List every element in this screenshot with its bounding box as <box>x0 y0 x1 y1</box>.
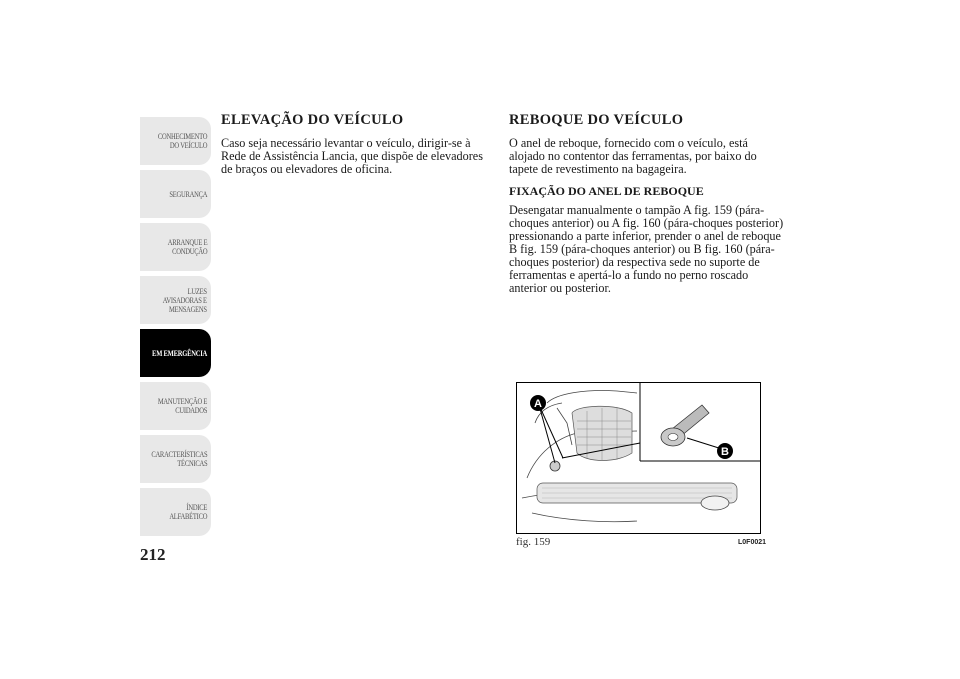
bumper-illustration <box>517 383 760 533</box>
tab-conhecimento-do-veiculo[interactable] <box>140 117 211 165</box>
chapter-sidebar <box>140 117 211 541</box>
tab-indice-alfabetico[interactable] <box>140 488 211 536</box>
tab-seguranca[interactable] <box>140 170 211 218</box>
right-column <box>509 112 784 295</box>
callout-a-label: A <box>534 398 542 410</box>
section-title-elevacao: ELEVAÇÃO DO VEÍCULO <box>221 112 404 128</box>
tab-label: CARACTERÍSTICAS TÉCNICAS <box>150 450 207 468</box>
tab-em-emergencia[interactable] <box>140 329 211 377</box>
section-title-reboque: REBOQUE DO VEÍCULO <box>509 112 684 128</box>
section-intro-reboque: O anel de reboque, fornecido com o veículo, está alojado no contentor das ferramentas, por baixo do tapete de revestimento na bagageira. <box>509 136 757 176</box>
figure-caption: fig. 159 <box>516 536 551 548</box>
section-body-elevacao: Caso seja necessário levantar o veículo, dirigir-se à Rede de Assistência Lancia, que dispõe de elevadores de braços ou elevadores de oficina. <box>221 136 483 176</box>
subsection-body-fixacao: Desengatar manualmente o tampão A fig. 159 (pára-choques anterior) ou A fig. 160 (pára-choques posterior) pressionando a parte inferior, prender o anel de reboque B fig. 159 (pára-choques anterior) ou B fig. 160 (pára-choques posterior) da respectiva sede no suporte de ferramentas e apertá-lo a fundo no perno roscado anterior ou posterior. <box>509 203 784 295</box>
tab-arranque-e-conducao[interactable] <box>140 223 211 271</box>
tab-caracteristicas-tecnicas[interactable] <box>140 435 211 483</box>
tab-label: SEGURANÇA <box>169 189 207 199</box>
tab-manutencao-e-cuidados[interactable] <box>140 382 211 430</box>
page-number: 212 <box>140 545 166 564</box>
tab-label: LUZES AVISADORAS E MENSAGENS <box>162 286 207 314</box>
tab-luzes-avisadoras[interactable] <box>140 276 211 324</box>
figure-159 <box>516 382 761 534</box>
figure-code: L0F0021 <box>738 539 767 546</box>
tab-label: EM EMERGÊNCIA <box>152 348 207 358</box>
tab-label: ARRANQUE E CONDUÇÃO <box>167 238 207 256</box>
left-column <box>221 112 493 176</box>
callout-b-label: B <box>721 446 729 458</box>
tab-label: MANUTENÇÃO E CUIDADOS <box>157 397 207 415</box>
tab-label: ÍNDICE ALFABÉTICO <box>169 503 207 521</box>
tow-ring-icon <box>661 405 709 446</box>
tab-label: CONHECIMENTO DO VEÍCULO <box>157 132 207 150</box>
subsection-title-fixacao: FIXAÇÃO DO ANEL DE REBOQUE <box>509 184 704 198</box>
